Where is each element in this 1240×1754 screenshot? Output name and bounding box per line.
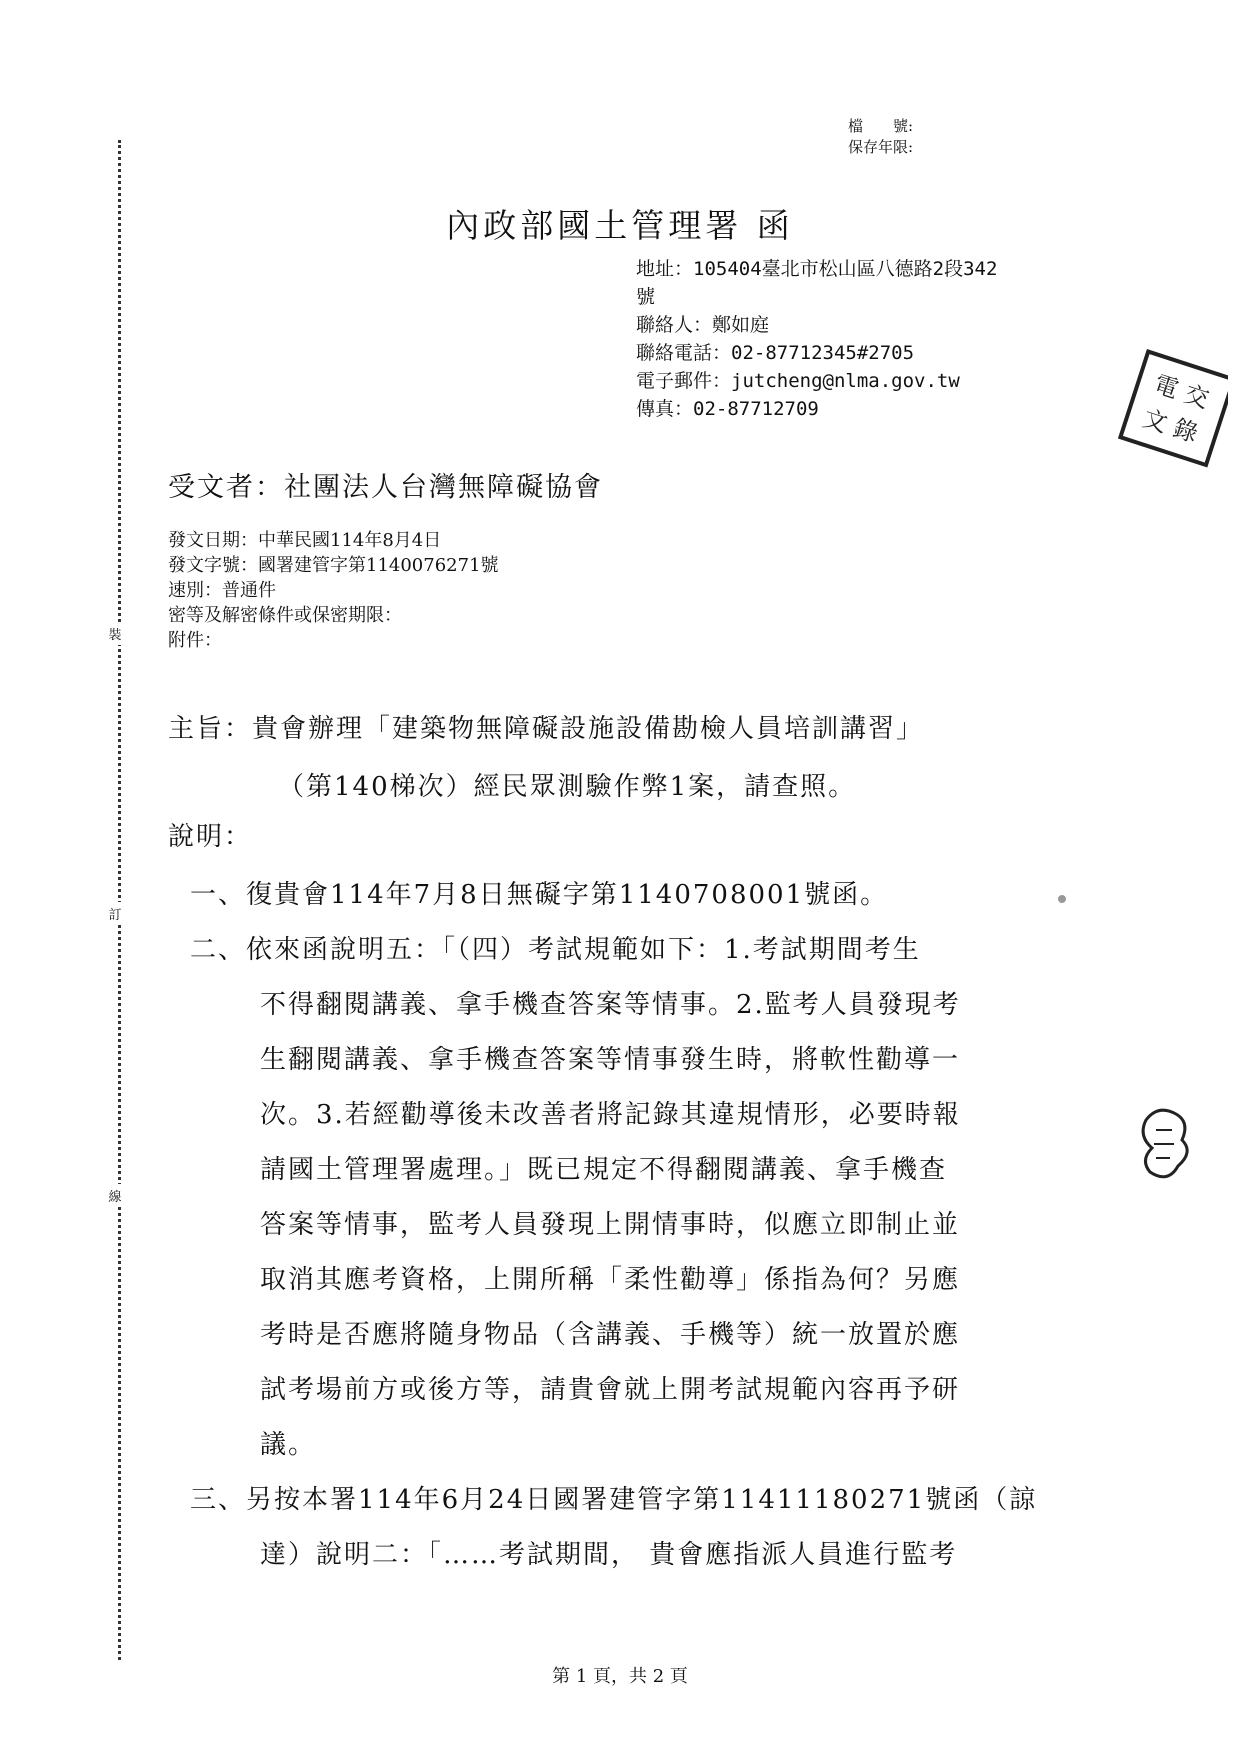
explanation-label: 說明： bbox=[168, 822, 253, 852]
explanation-body bbox=[190, 868, 1090, 1583]
sender-contact: 聯絡人：鄭如庭 bbox=[636, 314, 770, 336]
receive-stamp bbox=[1118, 348, 1228, 468]
item-line: 三、另按本署114年6月24日國署建管字第11411180271號函（諒 bbox=[190, 1485, 1038, 1515]
binding-dotted-line bbox=[118, 140, 121, 1660]
binding-mark-bottom: 線 bbox=[100, 1184, 130, 1207]
item-line: 一、復貴會114年7月8日無礙字第1140708001號函。 bbox=[190, 880, 889, 910]
item-line: 不得翻閱講義、拿手機查答案等情事。2.監考人員發現考 bbox=[260, 990, 961, 1020]
file-number-label: 檔 號: bbox=[848, 117, 914, 135]
document-number: 發文字號：國署建管字第1140076271號 bbox=[168, 555, 499, 576]
seal-stamp-fragment bbox=[1138, 1100, 1198, 1190]
item-line: 取消其應考資格，上開所稱「柔性勸導」係指為何？另應 bbox=[260, 1265, 961, 1295]
item-line: 請國土管理署處理。」既已規定不得翻閱講義、拿手機查 bbox=[260, 1155, 948, 1185]
file-meta bbox=[848, 116, 913, 158]
item-line: 試考場前方或後方等，請貴會就上開考試規範內容再予研 bbox=[260, 1375, 961, 1405]
secrecy-level: 密等及解密條件或保密期限： bbox=[168, 605, 402, 626]
attachment: 附件： bbox=[168, 630, 222, 651]
svg-text:文: 文 bbox=[1139, 404, 1171, 439]
document-title: 內政部國土管理署 函 bbox=[446, 206, 794, 245]
sender-email: 電子郵件：jutcheng@nlma.gov.tw bbox=[636, 370, 960, 392]
recipient: 受文者：社團法人台灣無障礙協會 bbox=[168, 472, 603, 503]
explanation-item-1 bbox=[190, 868, 1090, 923]
svg-text:電: 電 bbox=[1150, 369, 1182, 404]
item-line: 考時是否應將隨身物品（含講義、手機等）統一放置於應 bbox=[260, 1320, 961, 1350]
issue-date: 發文日期：中華民國114年8月4日 bbox=[168, 530, 442, 551]
scan-dot bbox=[1058, 895, 1066, 903]
document-meta bbox=[168, 528, 499, 653]
item-line: 議。 bbox=[260, 1430, 317, 1460]
svg-text:錄: 錄 bbox=[1169, 413, 1202, 449]
item-line: 生翻閱講義、拿手機查答案等情事發生時，將軟性勸導一 bbox=[260, 1045, 961, 1075]
sender-info bbox=[636, 255, 1076, 423]
page-footer: 第 1 頁，共 2 頁 bbox=[552, 1666, 688, 1687]
subject bbox=[168, 700, 1078, 816]
binding-mark-middle: 訂 bbox=[100, 902, 130, 925]
speed-class: 速別：普通件 bbox=[168, 580, 276, 601]
explanation-item-2 bbox=[190, 923, 1090, 1473]
sender-address-line2: 號 bbox=[636, 286, 656, 308]
sender-phone: 聯絡電話：02-87712345#2705 bbox=[636, 342, 915, 364]
sender-address-line1: 地址：105404臺北市松山區八德路2段342 bbox=[636, 258, 998, 280]
item-line: 二、依來函說明五：「（四）考試規範如下：1.考試期間考生 bbox=[190, 935, 921, 965]
explanation-item-3 bbox=[190, 1473, 1090, 1583]
sender-fax: 傳真：02-87712709 bbox=[636, 398, 819, 420]
subject-line1: 主旨：貴會辦理「建築物無障礙設施設備勘檢人員培訓講習」 bbox=[168, 714, 925, 744]
item-line: 達）說明二：「……考試期間， 貴會應指派人員進行監考 bbox=[260, 1540, 958, 1570]
svg-text:交: 交 bbox=[1180, 379, 1213, 414]
item-line: 答案等情事，監考人員發現上開情事時，似應立即制止並 bbox=[260, 1210, 961, 1240]
binding-mark-top: 裝 bbox=[100, 622, 130, 645]
subject-line2: （第140梯次）經民眾測驗作弊1案，請查照。 bbox=[278, 772, 857, 802]
item-line: 次。3.若經勸導後未改善者將記錄其違規情形，必要時報 bbox=[260, 1100, 961, 1130]
retention-label: 保存年限: bbox=[848, 138, 914, 156]
